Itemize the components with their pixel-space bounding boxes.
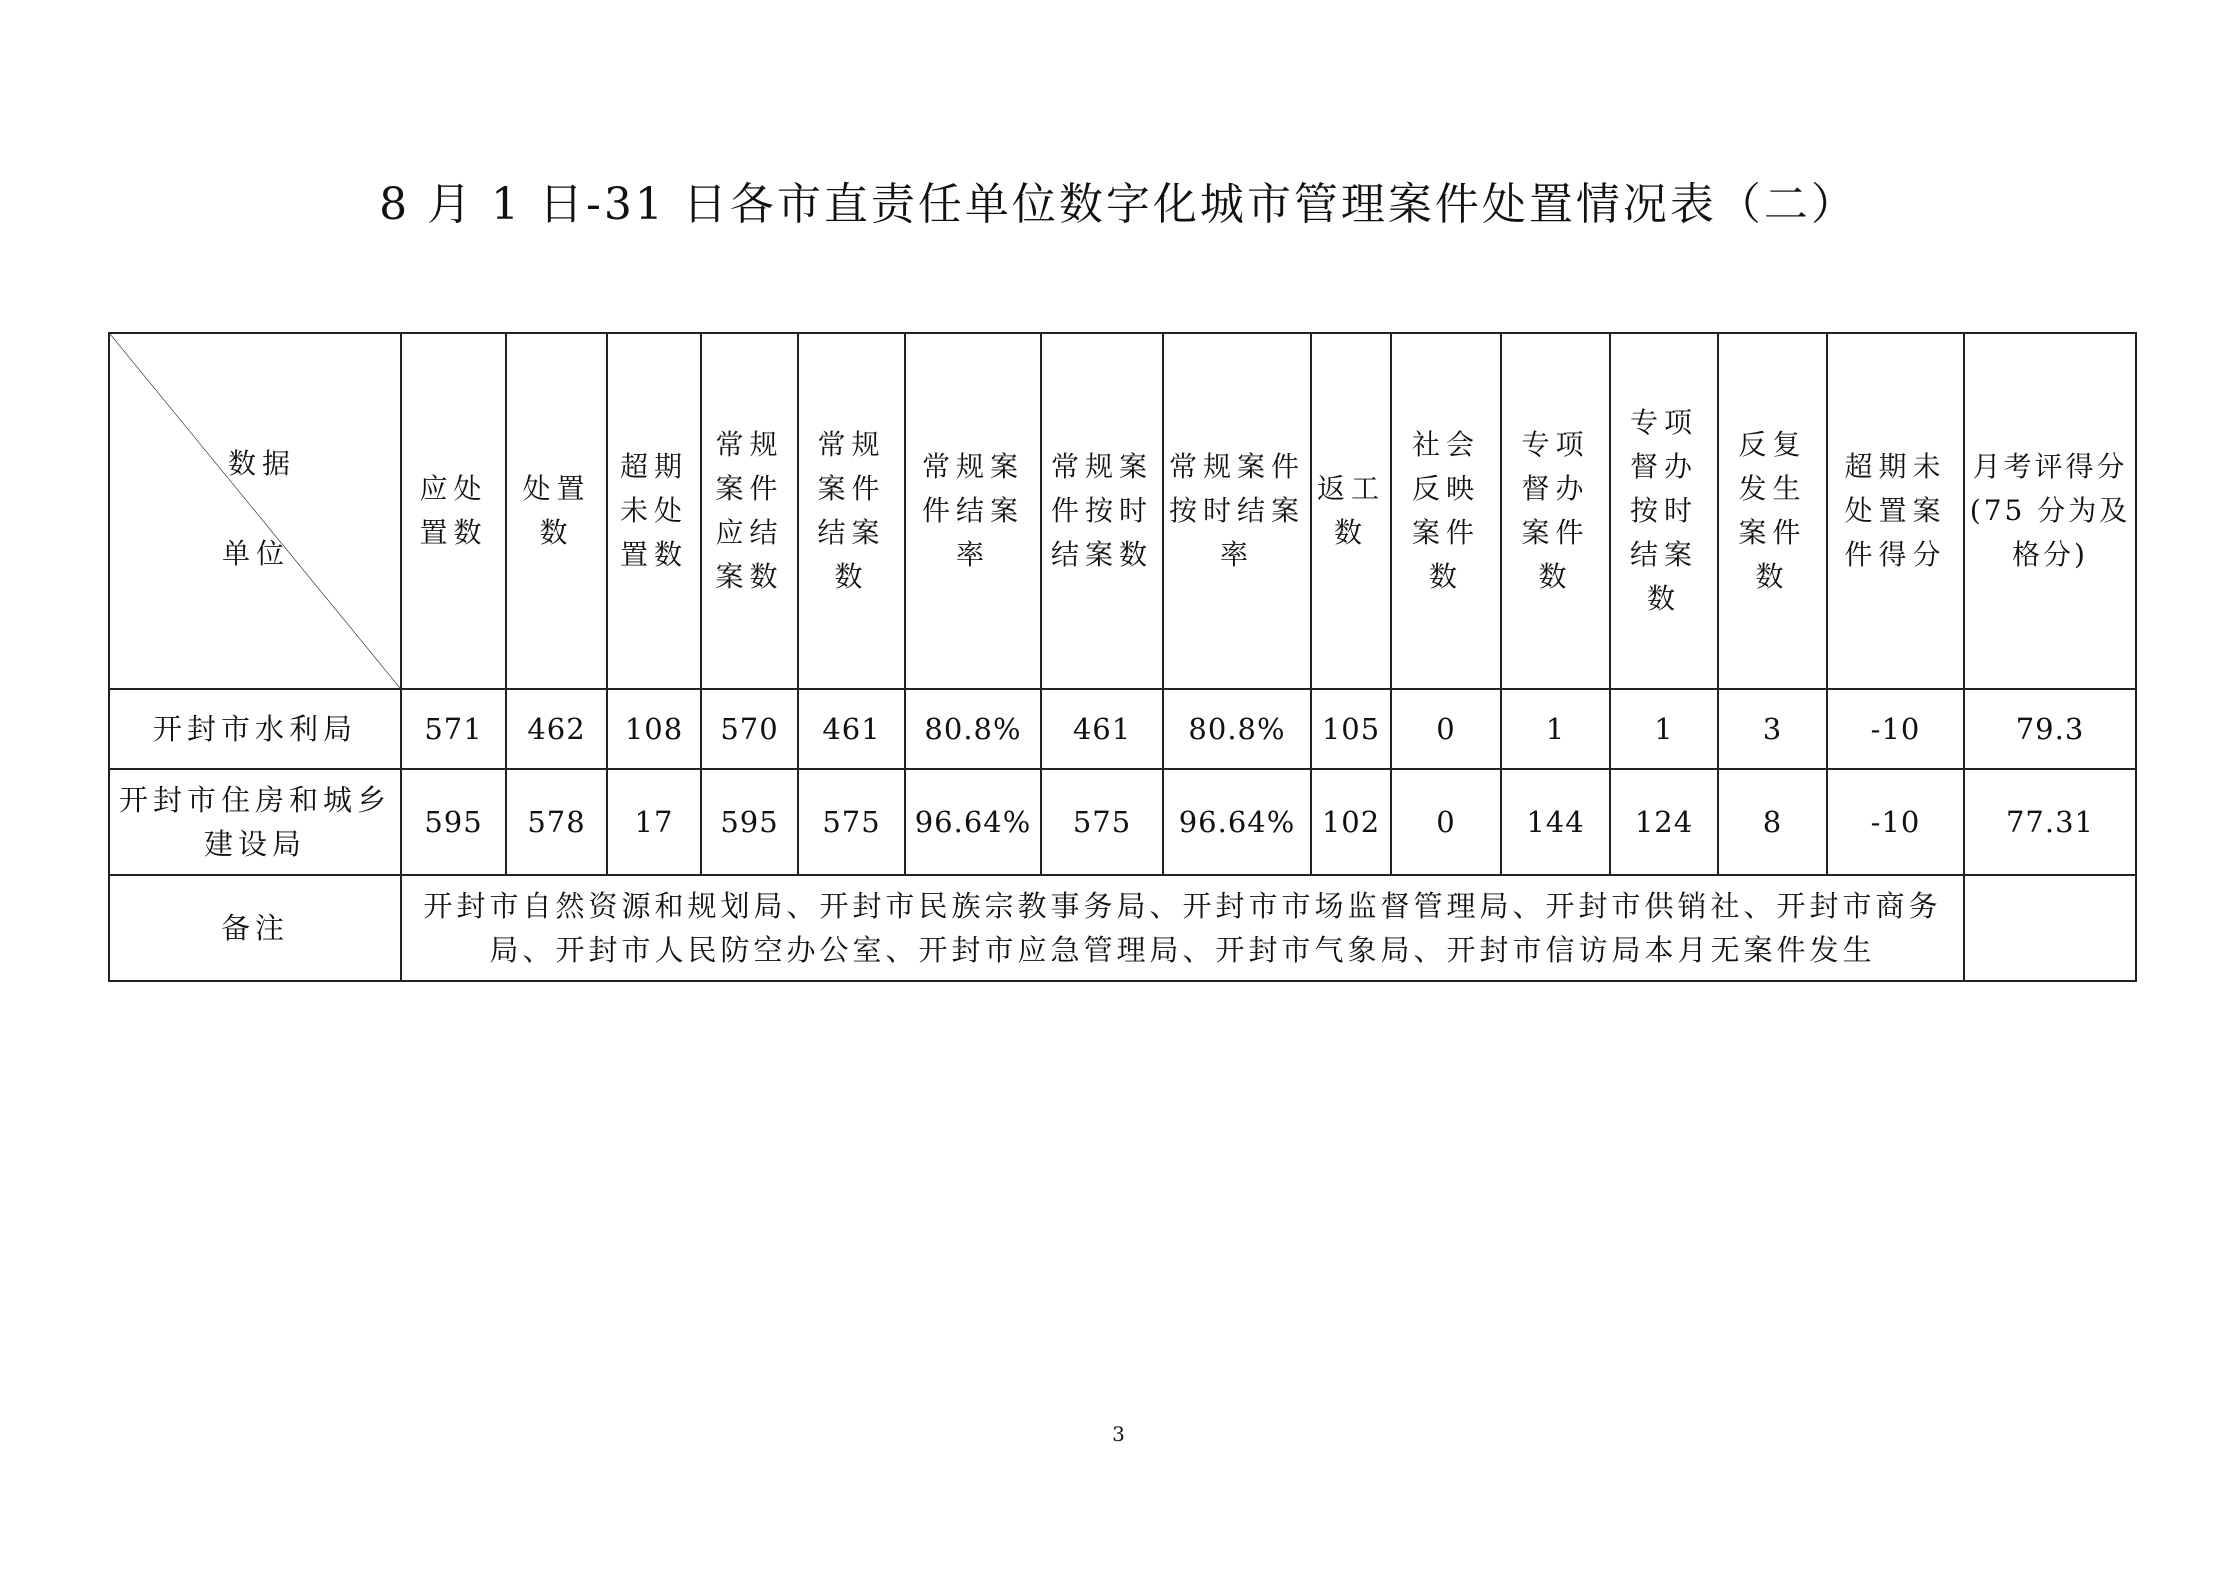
diagonal-header-cell	[109, 333, 401, 689]
column-header: 专项督办案件数	[1501, 333, 1610, 689]
column-header: 超期未处置数	[607, 333, 701, 689]
column-header: 常规案件结案数	[798, 333, 905, 689]
table-cell: 17	[607, 769, 701, 875]
table-cell: 570	[701, 689, 798, 769]
table-cell: 571	[401, 689, 506, 769]
table-cell: 77.31	[1964, 769, 2136, 875]
column-header: 常规案件结案率	[905, 333, 1041, 689]
table-cell: 461	[1041, 689, 1163, 769]
table-cell: 96.64%	[905, 769, 1041, 875]
column-header: 常规案件按时结案数	[1041, 333, 1163, 689]
table-cell: 144	[1501, 769, 1610, 875]
table-cell: 1	[1501, 689, 1610, 769]
table-cell: -10	[1827, 769, 1964, 875]
table-cell: 8	[1718, 769, 1827, 875]
note-label-cell: 备注	[109, 875, 401, 981]
table-header-row	[109, 333, 2136, 689]
table-cell: 461	[798, 689, 905, 769]
column-header: 社会反映案件数	[1391, 333, 1501, 689]
diagonal-bottom-label: 单位	[222, 537, 291, 570]
table-cell: -10	[1827, 689, 1964, 769]
column-header: 常规案件按时结案率	[1163, 333, 1311, 689]
table-row	[109, 769, 2136, 875]
table-cell: 575	[798, 769, 905, 875]
page-number: 3	[1112, 1422, 1125, 1446]
table-cell: 595	[401, 769, 506, 875]
unit-name-cell: 开封市水利局	[109, 689, 401, 769]
table-cell: 578	[506, 769, 607, 875]
column-header: 返工数	[1311, 333, 1391, 689]
case-disposal-table	[108, 332, 2137, 982]
diagonal-divider-line	[110, 334, 400, 688]
column-header: 应处置数	[401, 333, 506, 689]
table-cell: 102	[1311, 769, 1391, 875]
table-cell: 105	[1311, 689, 1391, 769]
page-title: 8 月 1 日-31 日各市直责任单位数字化城市管理案件处置情况表（二）	[379, 179, 1858, 230]
table-cell: 575	[1041, 769, 1163, 875]
diagonal-top-label: 数据	[228, 447, 297, 480]
column-header: 反复发生案件数	[1718, 333, 1827, 689]
unit-name-cell: 开封市住房和城乡建设局	[109, 769, 401, 875]
column-header: 常规案件应结案数	[701, 333, 798, 689]
table-cell: 108	[607, 689, 701, 769]
column-header: 专项督办按时结案数	[1610, 333, 1718, 689]
table-cell: 0	[1391, 689, 1501, 769]
note-text-cell: 开封市自然资源和规划局、开封市民族宗教事务局、开封市市场监督管理局、开封市供销社、开封市商务局、开封市人民防空办公室、开封市应急管理局、开封市气象局、开封市信访局本月无案件发生	[401, 875, 1964, 981]
table-cell: 0	[1391, 769, 1501, 875]
table-cell: 124	[1610, 769, 1718, 875]
table-cell: 96.64%	[1163, 769, 1311, 875]
note-trailing-cell	[1964, 875, 2136, 981]
table-row	[109, 689, 2136, 769]
table-cell: 462	[506, 689, 607, 769]
table-cell: 80.8%	[1163, 689, 1311, 769]
table-cell: 79.3	[1964, 689, 2136, 769]
table-cell: 1	[1610, 689, 1718, 769]
column-header: 月考评得分(75 分为及格分)	[1964, 333, 2136, 689]
table-cell: 3	[1718, 689, 1827, 769]
table-cell: 595	[701, 769, 798, 875]
column-header: 超期未处置案件得分	[1827, 333, 1964, 689]
note-row	[109, 875, 2136, 981]
column-header: 处置数	[506, 333, 607, 689]
table-cell: 80.8%	[905, 689, 1041, 769]
